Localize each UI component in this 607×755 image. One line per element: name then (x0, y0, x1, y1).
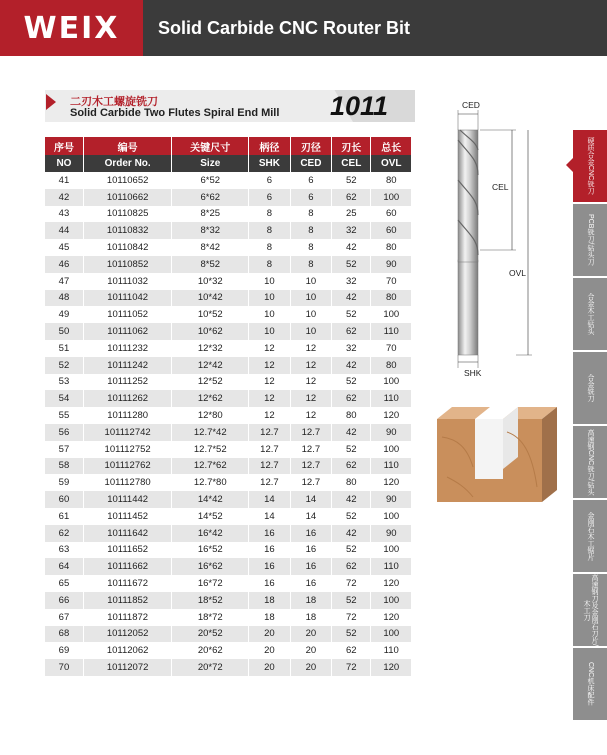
table-cell: 120 (371, 659, 412, 676)
table-cell: 42 (45, 189, 83, 206)
table-cell: 16 (249, 525, 290, 542)
table-cell: 80 (332, 474, 371, 491)
product-title-en: Solid Carbide Two Flutes Spiral End Mill (70, 107, 280, 119)
table-cell: 80 (332, 407, 371, 424)
table-row (45, 390, 412, 407)
table-cell: 10111032 (83, 273, 171, 290)
table-cell: 10111852 (83, 592, 171, 609)
table-cell: 12.7 (249, 458, 290, 475)
table-cell: 20 (290, 626, 331, 643)
sidebar-tab-label: 金刚石木工锯片 (587, 511, 594, 561)
table-row (45, 592, 412, 609)
table-cell: 72 (332, 659, 371, 676)
table-cell: 56 (45, 424, 83, 441)
header-en-cell: SHK (249, 155, 290, 172)
header-cn-cell: 刃径 (290, 137, 331, 155)
header-en-cell: CEL (332, 155, 371, 172)
table-cell: 12 (249, 390, 290, 407)
table-cell: 62 (332, 189, 371, 206)
sidebar-tab[interactable] (573, 204, 607, 277)
table-cell: 10110842 (83, 239, 171, 256)
table-row (45, 424, 412, 441)
table-cell: 12 (290, 390, 331, 407)
table-cell: 100 (371, 626, 412, 643)
table-cell: 90 (371, 256, 412, 273)
table-cell: 8*32 (172, 222, 249, 239)
table-cell: 8 (290, 222, 331, 239)
table-cell: 10 (290, 273, 331, 290)
table-cell: 32 (332, 222, 371, 239)
table-cell: 8 (249, 256, 290, 273)
table-cell: 10111262 (83, 390, 171, 407)
sidebar-tab[interactable] (573, 500, 607, 573)
ced-label: CED (462, 100, 480, 110)
table-cell: 110 (371, 323, 412, 340)
table-cell: 14 (249, 491, 290, 508)
table-cell: 12.7 (249, 474, 290, 491)
sidebar-tab[interactable] (573, 130, 607, 203)
table-cell: 52 (332, 256, 371, 273)
header-en-cell: NO (45, 155, 83, 172)
table-cell: 72 (332, 609, 371, 626)
table-cell: 10*62 (172, 323, 249, 340)
title-arrow-icon (46, 94, 56, 110)
table-cell: 10 (249, 290, 290, 307)
ovl-label: OVL (509, 268, 527, 278)
table-cell: 8 (290, 239, 331, 256)
table-cell: 10110852 (83, 256, 171, 273)
table-row (45, 609, 412, 626)
table-cell: 32 (332, 340, 371, 357)
table-cell: 16*62 (172, 558, 249, 575)
table-cell: 16 (249, 542, 290, 559)
table-cell: 12*42 (172, 357, 249, 374)
header-en-cell: OVL (371, 155, 412, 172)
table-cell: 58 (45, 458, 83, 475)
table-cell: 12 (249, 407, 290, 424)
table-cell: 110 (371, 558, 412, 575)
table-cell: 67 (45, 609, 83, 626)
table-cell: 65 (45, 575, 83, 592)
table-cell: 12 (290, 340, 331, 357)
table-cell: 8 (249, 222, 290, 239)
table-cell: 100 (371, 508, 412, 525)
header-cn-cell: 序号 (45, 137, 83, 155)
table-cell: 10111642 (83, 525, 171, 542)
table-cell: 59 (45, 474, 83, 491)
table-row (45, 659, 412, 676)
table-cell: 52 (332, 626, 371, 643)
table-cell: 10111452 (83, 508, 171, 525)
header-cn-cell: 刃长 (332, 137, 371, 155)
table-cell: 18 (249, 592, 290, 609)
table-cell: 10111280 (83, 407, 171, 424)
table-cell: 42 (332, 491, 371, 508)
table-cell: 8 (249, 206, 290, 223)
table-cell: 8*42 (172, 239, 249, 256)
table-cell: 72 (332, 575, 371, 592)
sidebar-tab[interactable] (573, 278, 607, 351)
table-cell: 8 (290, 206, 331, 223)
table-cell: 10110825 (83, 206, 171, 223)
table-row (45, 323, 412, 340)
table-header-en (45, 155, 412, 172)
table-cell: 16*42 (172, 525, 249, 542)
table-cell: 52 (332, 592, 371, 609)
table-cell: 10 (290, 306, 331, 323)
table-cell: 10 (290, 290, 331, 307)
table-cell: 12 (290, 357, 331, 374)
table-cell: 80 (371, 172, 412, 189)
table-cell: 16*72 (172, 575, 249, 592)
table-row (45, 642, 412, 659)
table-cell: 46 (45, 256, 83, 273)
table-cell: 10112052 (83, 626, 171, 643)
table-cell: 18 (249, 609, 290, 626)
table-cell: 52 (332, 508, 371, 525)
table-cell: 20 (290, 659, 331, 676)
table-cell: 45 (45, 239, 83, 256)
table-cell: 44 (45, 222, 83, 239)
bit-shank (458, 260, 478, 355)
table-cell: 10111232 (83, 340, 171, 357)
sidebar-tab-label: 合金铣刀 (587, 374, 594, 402)
table-cell: 16*52 (172, 542, 249, 559)
table-cell: 10110832 (83, 222, 171, 239)
table-row (45, 491, 412, 508)
table-cell: 52 (332, 374, 371, 391)
table-cell: 10*52 (172, 306, 249, 323)
table-cell: 12.7 (290, 424, 331, 441)
table-cell: 20*72 (172, 659, 249, 676)
table-row (45, 256, 412, 273)
table-cell: 48 (45, 290, 83, 307)
table-cell: 20 (249, 642, 290, 659)
table-cell: 42 (332, 290, 371, 307)
table-cell: 120 (371, 407, 412, 424)
table-cell: 8 (290, 256, 331, 273)
table-cell: 10111062 (83, 323, 171, 340)
table-cell: 16 (249, 575, 290, 592)
table-cell: 52 (332, 306, 371, 323)
table-cell: 8*52 (172, 256, 249, 273)
table-cell: 12.7*52 (172, 441, 249, 458)
table-cell: 6 (249, 172, 290, 189)
table-cell: 20*62 (172, 642, 249, 659)
table-cell: 12.7 (290, 458, 331, 475)
table-cell: 120 (371, 474, 412, 491)
wood-groove-illustration (437, 407, 557, 502)
table-cell: 70 (371, 273, 412, 290)
table-cell: 100 (371, 306, 412, 323)
table-cell: 51 (45, 340, 83, 357)
table-cell: 18*72 (172, 609, 249, 626)
table-cell: 101112742 (83, 424, 171, 441)
table-row (45, 239, 412, 256)
table-cell: 80 (371, 239, 412, 256)
table-cell: 20*52 (172, 626, 249, 643)
header-cn-cell: 总长 (371, 137, 412, 155)
table-cell: 10 (249, 306, 290, 323)
table-cell: 14 (290, 491, 331, 508)
table-cell: 52 (332, 172, 371, 189)
sidebar-tab-label: 高速钢刀及金刚石刀片/木工刀 (583, 574, 598, 646)
table-cell: 10112072 (83, 659, 171, 676)
table-cell: 10*42 (172, 290, 249, 307)
table-cell: 6*62 (172, 189, 249, 206)
table-cell: 100 (371, 542, 412, 559)
table-cell: 60 (371, 206, 412, 223)
table-cell: 43 (45, 206, 83, 223)
table-cell: 80 (371, 290, 412, 307)
table-cell: 110 (371, 458, 412, 475)
table-cell: 16 (290, 575, 331, 592)
table-cell: 120 (371, 575, 412, 592)
table-cell: 12 (290, 374, 331, 391)
sidebar-tab-label: 合金木工钻头 (587, 293, 594, 335)
table-cell: 10111652 (83, 542, 171, 559)
table-cell: 62 (332, 323, 371, 340)
table-cell: 101112752 (83, 441, 171, 458)
table-cell: 6*52 (172, 172, 249, 189)
table-cell: 6 (249, 189, 290, 206)
header-cn-cell: 关键尺寸 (172, 137, 249, 155)
table-cell: 12 (290, 407, 331, 424)
table-cell: 10*32 (172, 273, 249, 290)
table-cell: 54 (45, 390, 83, 407)
table-cell: 55 (45, 407, 83, 424)
table-cell: 12 (249, 374, 290, 391)
table-cell: 42 (332, 525, 371, 542)
table-row (45, 626, 412, 643)
table-cell: 66 (45, 592, 83, 609)
table-cell: 12.7*80 (172, 474, 249, 491)
header-bar (0, 0, 607, 56)
table-cell: 110 (371, 390, 412, 407)
table-cell: 49 (45, 306, 83, 323)
table-row (45, 508, 412, 525)
sidebar-tab-label: CNC机床配件 (587, 662, 594, 706)
table-cell: 14*52 (172, 508, 249, 525)
table-cell: 10112062 (83, 642, 171, 659)
table-cell: 57 (45, 441, 83, 458)
table-cell: 6 (290, 189, 331, 206)
table-cell: 18 (290, 592, 331, 609)
table-cell: 10111042 (83, 290, 171, 307)
table-cell: 10 (249, 273, 290, 290)
table-cell: 16 (290, 525, 331, 542)
table-cell: 42 (332, 357, 371, 374)
table-cell: 63 (45, 542, 83, 559)
table-cell: 62 (332, 558, 371, 575)
page-title: Solid Carbide CNC Router Bit (158, 18, 411, 38)
table-cell: 47 (45, 273, 83, 290)
sidebar-tab-label: PCB铣刀/钻头刀 (587, 214, 594, 266)
table-cell: 100 (371, 441, 412, 458)
series-number: 1011 (330, 91, 389, 121)
table-cell: 18*52 (172, 592, 249, 609)
table-cell: 14*42 (172, 491, 249, 508)
table-row (45, 189, 412, 206)
cel-label: CEL (492, 182, 509, 192)
table-cell: 12*80 (172, 407, 249, 424)
table-cell: 90 (371, 491, 412, 508)
shk-label: SHK (464, 368, 482, 378)
table-cell: 25 (332, 206, 371, 223)
table-cell: 16 (290, 542, 331, 559)
table-row (45, 525, 412, 542)
table-cell: 20 (249, 659, 290, 676)
table-cell: 10111442 (83, 491, 171, 508)
table-cell: 62 (332, 458, 371, 475)
table-cell: 60 (45, 491, 83, 508)
table-cell: 42 (332, 239, 371, 256)
table-row (45, 441, 412, 458)
table-cell: 6 (290, 172, 331, 189)
brand-name: WEIX (23, 10, 120, 46)
table-cell: 42 (332, 424, 371, 441)
table-row (45, 273, 412, 290)
sidebar-tab[interactable] (573, 352, 607, 425)
table-cell: 14 (290, 508, 331, 525)
table-row (45, 458, 412, 475)
table-cell: 10111872 (83, 609, 171, 626)
table-cell: 62 (45, 525, 83, 542)
table-cell: 101112762 (83, 458, 171, 475)
table-cell: 52 (45, 357, 83, 374)
router-bit-diagram (420, 100, 550, 390)
table-cell: 41 (45, 172, 83, 189)
table-cell: 90 (371, 424, 412, 441)
table-row (45, 575, 412, 592)
table-cell: 110 (371, 642, 412, 659)
table-cell: 68 (45, 626, 83, 643)
table-cell: 8*25 (172, 206, 249, 223)
table-cell: 10111672 (83, 575, 171, 592)
table-cell: 10 (290, 323, 331, 340)
table-cell: 12 (249, 357, 290, 374)
table-row (45, 558, 412, 575)
sidebar-tab-label: 高速钢CNC铣刀/钻头 (587, 428, 594, 496)
table-cell: 16 (249, 558, 290, 575)
table-cell: 80 (371, 357, 412, 374)
table-cell: 52 (332, 542, 371, 559)
table-row (45, 374, 412, 391)
table-row (45, 172, 412, 189)
header-en-cell: Size (172, 155, 249, 172)
table-cell: 12.7 (249, 441, 290, 458)
table-cell: 12.7 (249, 424, 290, 441)
table-cell: 20 (249, 626, 290, 643)
table-cell: 69 (45, 642, 83, 659)
sidebar-tab[interactable] (573, 574, 607, 647)
table-cell: 61 (45, 508, 83, 525)
header-cn-cell: 编号 (83, 137, 171, 155)
table-row (45, 542, 412, 559)
table-cell: 64 (45, 558, 83, 575)
table-row (45, 222, 412, 239)
table-cell: 12.7 (290, 474, 331, 491)
product-title-cn: 二刃木工螺旋铣刀 (70, 96, 158, 108)
table-cell: 12*52 (172, 374, 249, 391)
table-cell: 100 (371, 592, 412, 609)
table-row (45, 206, 412, 223)
table-cell: 52 (332, 441, 371, 458)
table-cell: 14 (249, 508, 290, 525)
table-cell: 18 (290, 609, 331, 626)
table-header-cn (45, 137, 412, 155)
table-cell: 60 (371, 222, 412, 239)
table-cell: 12.7 (290, 441, 331, 458)
table-cell: 10 (249, 323, 290, 340)
table-cell: 53 (45, 374, 83, 391)
table-cell: 120 (371, 609, 412, 626)
table-cell: 62 (332, 642, 371, 659)
header-cn-cell: 柄径 (249, 137, 290, 155)
header-en-cell: CED (290, 155, 331, 172)
table-cell: 50 (45, 323, 83, 340)
table-cell: 10111052 (83, 306, 171, 323)
table-cell: 32 (332, 273, 371, 290)
table-cell: 100 (371, 374, 412, 391)
spec-table (45, 137, 412, 676)
table-cell: 12 (249, 340, 290, 357)
header-en-cell: Order No. (83, 155, 171, 172)
table-cell: 90 (371, 525, 412, 542)
sidebar-tab[interactable] (573, 426, 607, 499)
table-cell: 101112780 (83, 474, 171, 491)
groove-cut (475, 419, 503, 479)
table-cell: 10111242 (83, 357, 171, 374)
table-cell: 16 (290, 558, 331, 575)
table-cell: 10110652 (83, 172, 171, 189)
table-cell: 10111252 (83, 374, 171, 391)
sidebar-tab[interactable] (573, 648, 607, 721)
brand-logo (0, 0, 143, 56)
table-cell: 100 (371, 189, 412, 206)
table-cell: 62 (332, 390, 371, 407)
sidebar-tab-label: 硬质合金CNC铣刀 (587, 137, 594, 195)
table-row (45, 306, 412, 323)
table-cell: 10110662 (83, 189, 171, 206)
table-cell: 70 (45, 659, 83, 676)
table-cell: 12*62 (172, 390, 249, 407)
table-row (45, 290, 412, 307)
spec-table-body (45, 172, 412, 676)
table-row (45, 474, 412, 491)
table-cell: 20 (290, 642, 331, 659)
table-cell: 8 (249, 239, 290, 256)
table-cell: 70 (371, 340, 412, 357)
table-row (45, 340, 412, 357)
table-cell: 12*32 (172, 340, 249, 357)
table-row (45, 357, 412, 374)
table-cell: 10111662 (83, 558, 171, 575)
table-row (45, 407, 412, 424)
table-cell: 12.7*62 (172, 458, 249, 475)
table-cell: 12.7*42 (172, 424, 249, 441)
